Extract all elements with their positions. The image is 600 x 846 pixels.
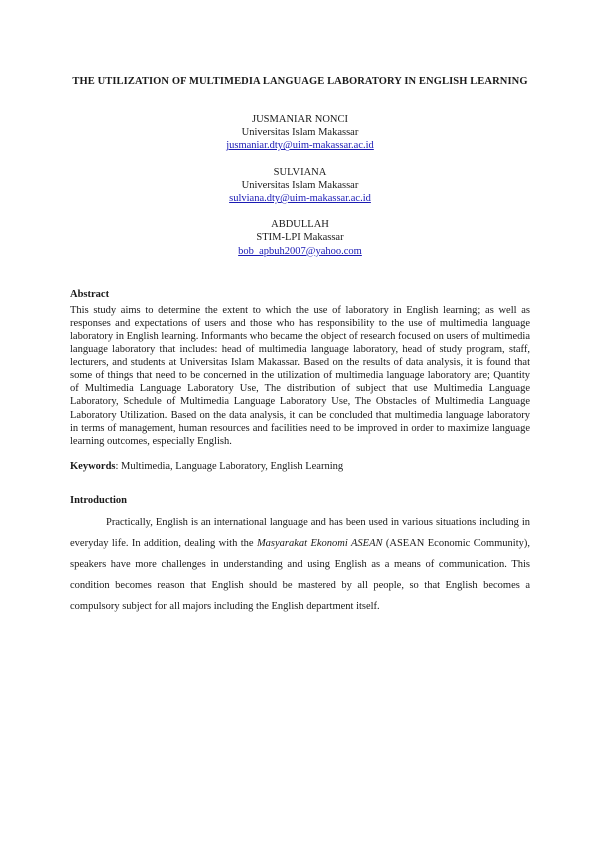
introduction-section	[70, 495, 530, 617]
author-name: JUSMANIAR NONCI	[252, 114, 348, 125]
abstract-body: This study aims to determine the extent to which the use of laboratory in English learning; as well as responses and expectations of users and those who has responsibility to the use of multimedia language laboratory in English learning. Informants who became the object of research focused on users of multimedia language laboratory that includes: head of multimedia language laboratory, head of study program, staff, lecturers, and students at Universitas Islam Makassar. Based on the results of data analysis, it is found that some of things that need to be concerned in the utilization of multimedia language laboratory are; Quantity of Multimedia Language Laboratory Use, The distribution of subject that use Multimedia Language Laboratory, Schedule of Multimedia Language Laboratory Use, The Obstacles of Multimedia Language Laboratory Utilization. Based on the data analysis, it can be concluded that multimedia language laboratory in terms of management, human resources and facilities need to be improved in order to maximize language learning outcomes, especially English.	[70, 304, 530, 447]
keywords-text: : Multimedia, Language Laboratory, English Learning	[115, 460, 344, 472]
author-block-2	[70, 166, 530, 206]
author-email-link[interactable]: jusmaniar.dty@uim-makassar.ac.id	[226, 140, 374, 152]
author-block-3	[70, 218, 530, 258]
intro-text-part-2: (ASEAN Economic Community), speakers have more challenges in understanding and using English as a means of communication. This condition becomes reason that English should be mastered by all people, so that English becomes a compulsory subject for all majors including the English department itself.	[70, 537, 530, 612]
author-affiliation: Universitas Islam Makassar	[241, 179, 359, 191]
author-block-1	[70, 113, 530, 153]
author-affiliation: STIM-LPI Makassar	[256, 232, 344, 244]
introduction-heading: Introduction	[70, 494, 127, 506]
author-list	[70, 113, 530, 258]
paper-page	[0, 70, 600, 846]
keywords-label: Keywords	[70, 460, 116, 472]
abstract-section	[70, 289, 530, 448]
intro-italic-term: Masyarakat Ekonomi ASEAN	[256, 537, 383, 549]
author-name: SULVIANA	[273, 166, 327, 178]
intro-text-part-1: Practically, English is an international language and has been used in various situations including in everyday life. In addition, dealing with the	[70, 516, 530, 549]
author-email-link[interactable]: bob_apbuh2007@yahoo.com	[238, 245, 362, 257]
paper-title: THE UTILIZATION OF MULTIMEDIA LANGUAGE LABORATORY IN ENGLISH LEARNING	[72, 76, 528, 87]
author-affiliation: Universitas Islam Makassar	[241, 127, 359, 139]
introduction-paragraph	[70, 512, 530, 617]
author-email-link[interactable]: sulviana.dty@uim-makassar.ac.id	[229, 193, 371, 205]
abstract-heading: Abstract	[70, 288, 110, 300]
author-name: ABDULLAH	[271, 219, 329, 231]
keywords-line	[70, 460, 530, 473]
